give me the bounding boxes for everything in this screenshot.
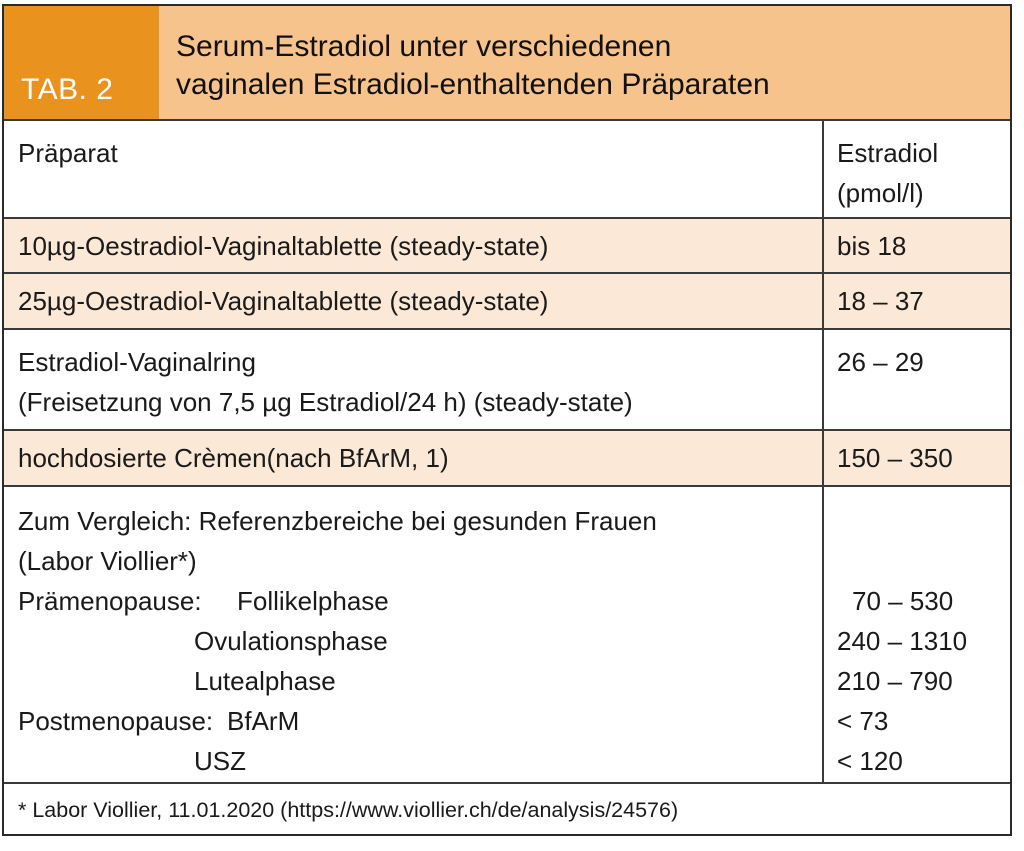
comparison-intro [18, 501, 657, 581]
column-header-estradiol-line-1: Estradiol [837, 138, 939, 168]
table-title-line-2: vaginalen Estradiol-enthaltenden Präparaten [176, 68, 770, 101]
table-header-band [4, 6, 1010, 119]
row-value: bis 18 [837, 231, 907, 261]
table-row [4, 219, 1010, 272]
value-ovulationsphase: 240 – 1310 [837, 626, 968, 656]
row-value: 150 – 350 [837, 443, 953, 473]
group-label-premenopause: Prämenopause: [18, 586, 202, 616]
row-value: 26 – 29 [837, 347, 924, 377]
row-label-line-2: (Freisetzung von 7,5 µg Estradiol/24 h) (steady-state) [18, 387, 633, 417]
value-lutealphase: 210 – 790 [837, 666, 953, 696]
table-row [4, 274, 1010, 328]
table-row [4, 431, 1010, 485]
column-header-row [4, 121, 1010, 217]
tab-label: TAB. 2 [21, 73, 114, 106]
tab-label-box [4, 6, 159, 119]
row-label: hochdosierte Crèmen(nach BfArM, 1) [18, 443, 449, 473]
row-label [18, 342, 633, 422]
value-usz: < 120 [837, 746, 903, 776]
column-divider [822, 119, 824, 782]
table-title-line-1: Serum-Estradiol unter verschiedenen [176, 30, 672, 63]
phase-lutealphase: Lutealphase [194, 666, 336, 696]
column-header-estradiol [837, 133, 938, 213]
column-header-praeparat: Präparat [18, 138, 118, 168]
comparison-intro-line-2: (Labor Viollier*) [18, 546, 197, 576]
phase-bfarm: BfArM [227, 706, 300, 736]
estradiol-table [2, 4, 1012, 836]
phase-follikelphase: Follikelphase [237, 586, 389, 616]
group-label-postmenopause: Postmenopause: [18, 706, 214, 736]
phase-usz: USZ [194, 746, 246, 776]
row-label: 25µg-Oestradiol-Vaginaltablette (steady-state) [18, 286, 549, 316]
footnote-row [4, 784, 1010, 834]
column-header-estradiol-line-2: (pmol/l) [837, 178, 924, 208]
comparison-section [4, 487, 1010, 782]
phase-ovulationsphase: Ovulationsphase [194, 626, 388, 656]
table-row [4, 330, 1010, 429]
row-value: 18 – 37 [837, 286, 924, 316]
row-label-line-1: Estradiol-Vaginalring [18, 347, 256, 377]
footnote: * Labor Viollier, 11.01.2020 (https://www.viollier.ch/de/analysis/24576) [18, 798, 679, 822]
value-follikelphase: 70 – 530 [852, 586, 954, 616]
comparison-intro-line-1: Zum Vergleich: Referenzbereiche bei gesunden Frauen [18, 506, 657, 536]
value-bfarm: < 73 [837, 706, 889, 736]
row-label: 10µg-Oestradiol-Vaginaltablette (steady-state) [18, 231, 549, 261]
table-title [176, 28, 770, 104]
